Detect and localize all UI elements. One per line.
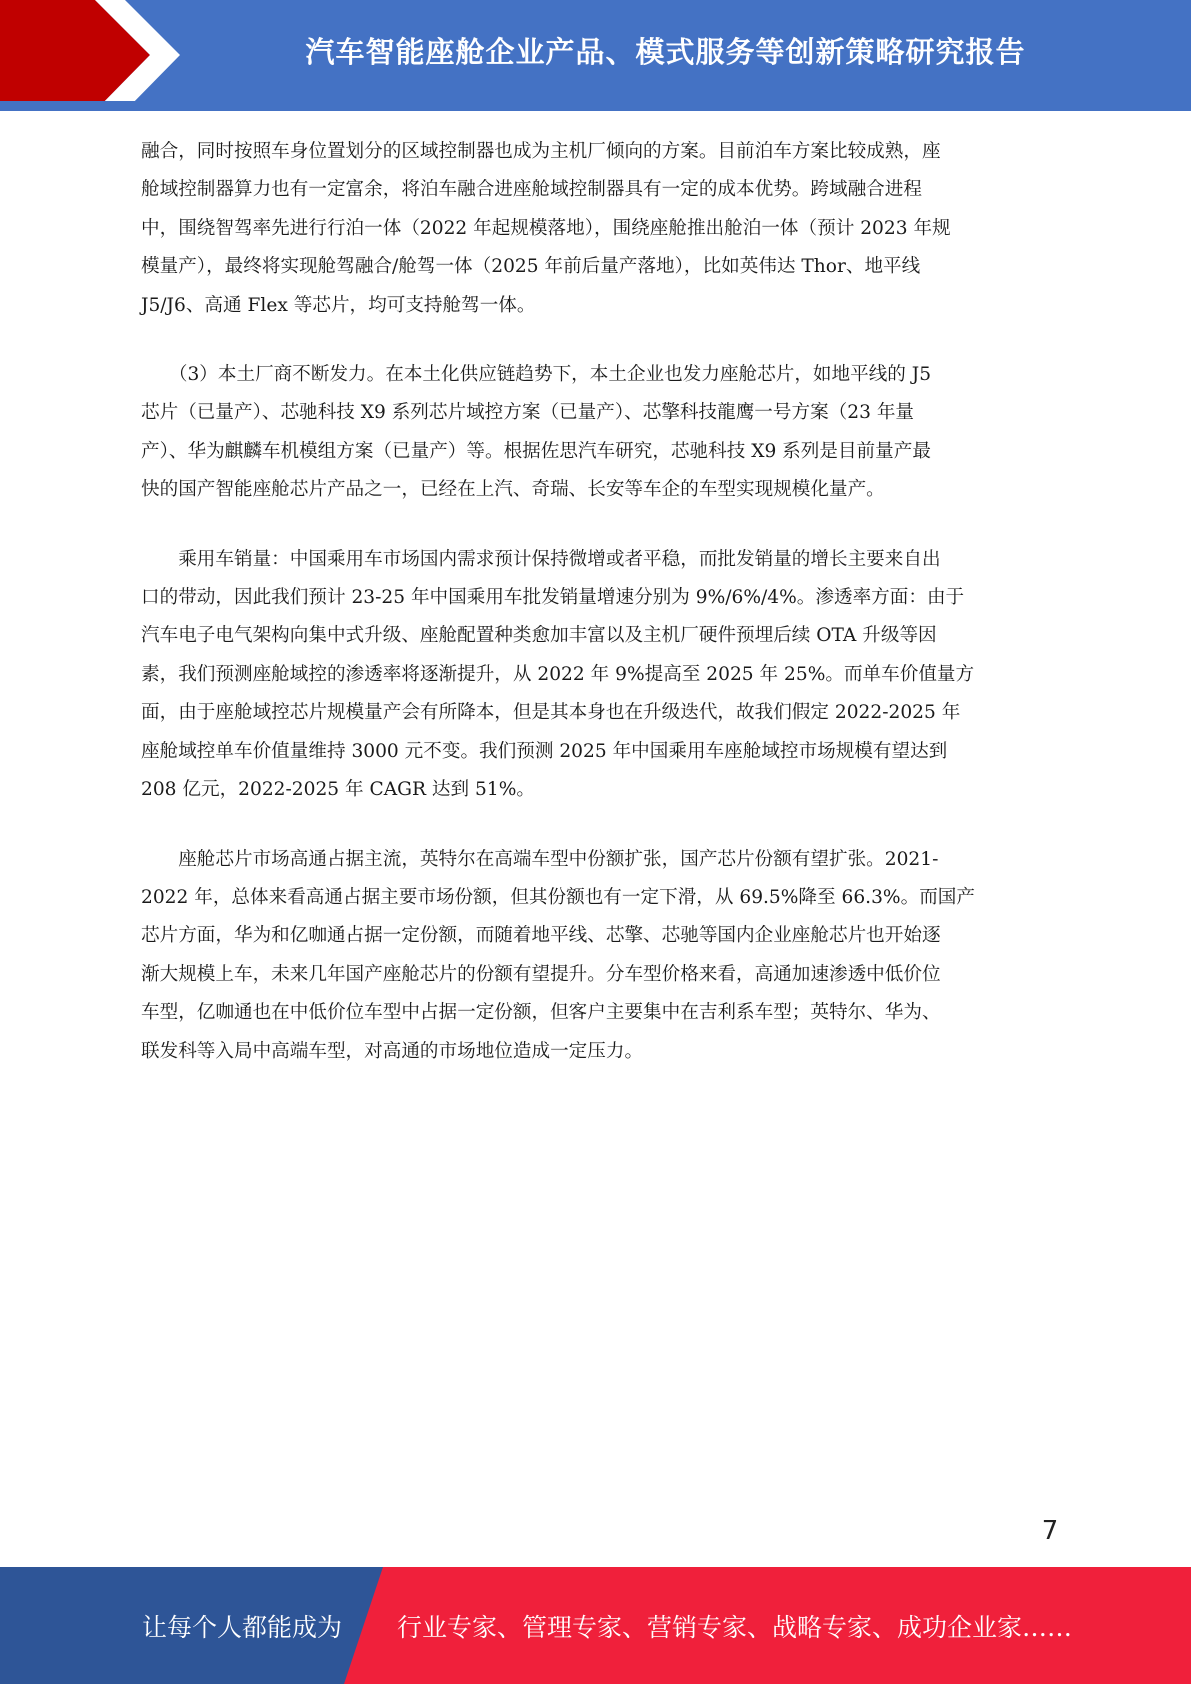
text-line: 渐大规模上车，未来几年国产座舱芯片的份额有望提升。分车型价格来看，高通加速渗透中低价位 xyxy=(141,963,941,985)
text-line: 面，由于座舱域控芯片规模量产会有所降本，但是其本身也在升级迭代，故我们假定 2022-2025 年 xyxy=(141,702,961,724)
paragraph-1 xyxy=(141,133,1047,325)
text-line: 208 亿元，2022-2025 年 CAGR 达到 51%。 xyxy=(141,779,535,801)
paragraph-4 xyxy=(141,841,1047,1071)
text-line: 乘用车销量：中国乘用车市场国内需求预计保持微增或者平稳，而批发销量的增长主要来自出 xyxy=(141,548,941,570)
text-line: 芯片（已量产）、芯驰科技 X9 系列芯片域控方案（已量产）、芯擎科技龍鹰一号方案（23 年量 xyxy=(141,402,915,424)
text-line: （3）本土厂商不断发力。在本土化供应链趋势下，本土企业也发力座舱芯片，如地平线的 J5 xyxy=(141,364,932,386)
header-title: 汽车智能座舱企业产品、模式服务等创新策略研究报告 xyxy=(305,35,1026,69)
report-body xyxy=(141,133,1047,1102)
text-line: J5/J6、高通 Flex 等芯片，均可支持舱驾一体。 xyxy=(141,294,536,316)
footer-slogan-left: 让每个人都能成为 xyxy=(142,1612,343,1642)
text-line: 车型，亿咖通也在中低价位车型中占据一定份额，但客户主要集中在吉利系车型；英特尔、华为、 xyxy=(141,1002,941,1024)
paragraph-2 xyxy=(141,356,1047,510)
text-line: 座舱域控单车价值量维持 3000 元不变。我们预测 2025 年中国乘用车座舱域控市场规模有望达到 xyxy=(141,740,948,762)
text-line: 模量产），最终将实现舱驾融合/舱驾一体（2025 年前后量产落地），比如英伟达 Thor、地平线 xyxy=(141,256,921,278)
text-line: 芯片方面，华为和亿咖通占据一定份额，而随着地平线、芯擎、芯驰等国内企业座舱芯片也开始逐 xyxy=(141,925,941,947)
text-line: 快的国产智能座舱芯片产品之一，已经在上汽、奇瑞、长安等车企的车型实现规模化量产。 xyxy=(141,479,885,501)
text-line: 融合，同时按照车身位置划分的区域控制器也成为主机厂倾向的方案。目前泊车方案比较成熟，座 xyxy=(141,141,941,162)
footer-slogan-right: 行业专家、管理专家、营销专家、战略专家、成功企业家…… xyxy=(397,1612,1073,1642)
paragraph-3 xyxy=(141,541,1047,810)
text-line: 2022 年，总体来看高通占据主要市场份额，但其份额也有一定下滑，从 69.5%降至 66.3%。而国产 xyxy=(141,886,975,908)
page-header xyxy=(0,0,1191,111)
text-line: 联发科等入局中高端车型，对高通的市场地位造成一定压力。 xyxy=(141,1040,644,1062)
page-number: 7 xyxy=(1041,1516,1059,1546)
text-line: 汽车电子电气架构向集中式升级、座舱配置种类愈加丰富以及主机厂硬件预埋后续 OTA 升级等因 xyxy=(141,625,937,647)
header-bottom-strip xyxy=(0,101,1191,111)
text-line: 产）、华为麒麟车机模组方案（已量产）等。根据佐思汽车研究，芯驰科技 X9 系列是目前量产最 xyxy=(141,440,931,462)
page-footer xyxy=(0,1567,1191,1684)
text-line: 口的带动，因此我们预计 23-25 年中国乘用车批发销量增速分别为 9%/6%/4%。渗透率方面：由于 xyxy=(141,587,965,609)
text-line: 中，围绕智驾率先进行行泊一体（2022 年起规模落地），围绕座舱推出舱泊一体（预计 2023 年规 xyxy=(141,217,951,239)
text-line: 座舱芯片市场高通占据主流，英特尔在高端车型中份额扩张，国产芯片份额有望扩张。2021- xyxy=(141,848,939,870)
text-line: 素，我们预测座舱域控的渗透率将逐渐提升，从 2022 年 9%提高至 2025 年 25%。而单车价值量方 xyxy=(141,663,975,685)
text-line: 舱域控制器算力也有一定富余，将泊车融合进座舱域控制器具有一定的成本优势。跨域融合进程 xyxy=(141,179,922,201)
